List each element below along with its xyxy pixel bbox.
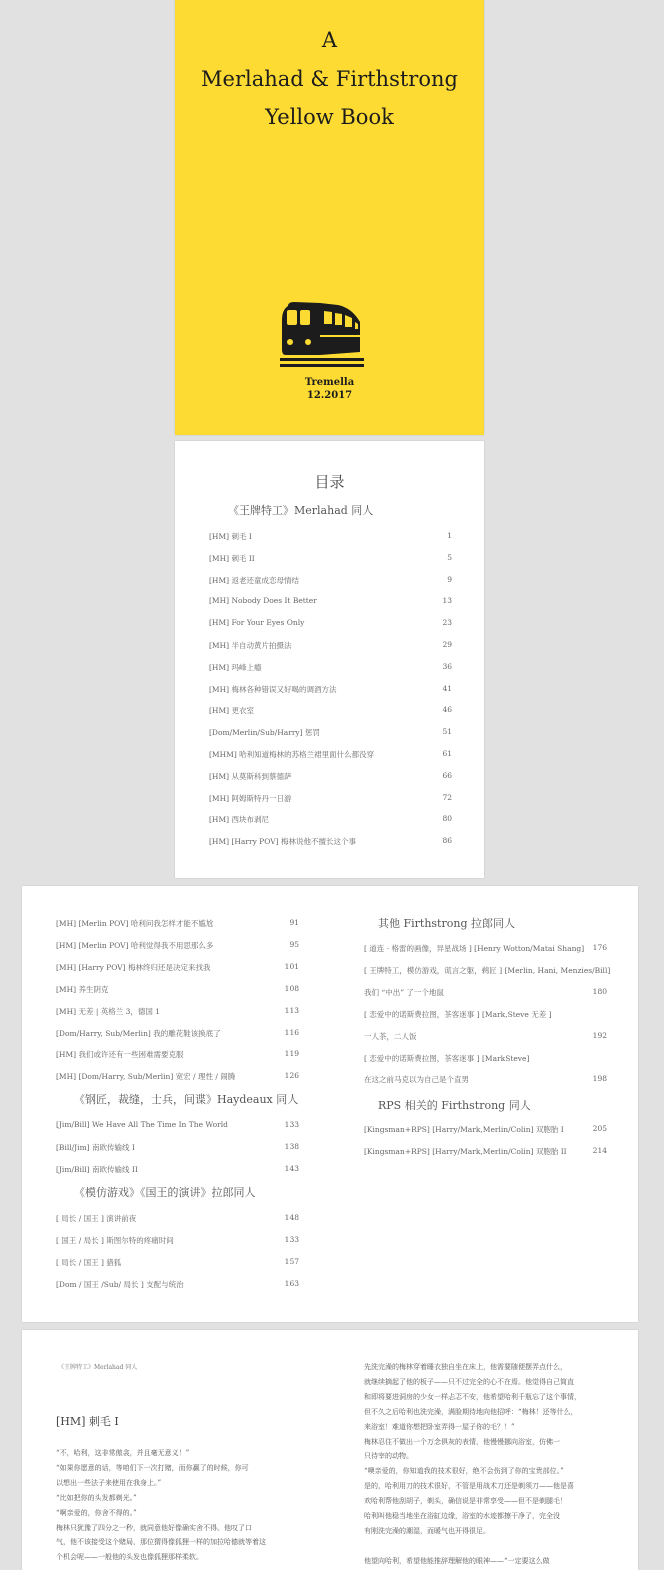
toc-entry-page-number: 143 (284, 1163, 299, 1173)
toc-entry[interactable] (56, 940, 299, 952)
toc-entry-title: [MH] 半自动黄片拍摄法 (209, 641, 292, 650)
toc-entry-title: [Dom/Merlin/Sub/Harry] 惩罚 (209, 728, 320, 738)
toc-entry[interactable] (56, 1164, 299, 1176)
toc-entry[interactable] (56, 1120, 299, 1132)
toc-entry-page-number: 66 (442, 770, 452, 780)
toc-entry[interactable] (364, 987, 607, 999)
text-line: 是的，哈利用刀的技术很好，不管是用战术刀还是剃须刀——他是喜 (364, 1482, 574, 1491)
toc-entry-title: 一人茶，二人饭 (364, 1031, 417, 1041)
toc-entry-title: [MH] 梅林各种错误又好喝的调酒方法 (209, 684, 337, 694)
toc-entry-title: [HM] 更衣室 (209, 706, 254, 716)
section-title: 其他 Firthstrong 拉郎同人 (378, 917, 515, 930)
toc-entry-page-number: 198 (592, 1074, 607, 1084)
text-line: 他望向哈利，希望他能推辞理解他的眼神——“一定要这么做 (364, 1556, 550, 1565)
toc-entry-title: [ 王牌特工，模仿游戏，谎言之躯，鹈匠 ] [Merlin, Hani, Menzies/Bill] (364, 965, 611, 975)
text-line: 梅林只犹豫了四分之一秒，就同意他好像确实舍不得。他叹了口 (56, 1523, 252, 1532)
toc-entry-page-number: 36 (442, 661, 452, 671)
toc-entry-page-number: 205 (592, 1124, 607, 1133)
text-line: 欢哈利帮他刮胡子，剃头，确信说是非常享受——但不是剃腿毛！ (364, 1497, 567, 1506)
toc-entry-title: [MH] Nobody Does It Better (209, 596, 317, 606)
toc-entry-title: [HM] For Your Eyes Only (209, 618, 305, 628)
toc-entry[interactable] (209, 836, 452, 848)
toc-entry-page-number: 214 (592, 1145, 607, 1155)
toc-entry-title: [ 国王 / 局长 ] 斯图尔特的疼痛时间 (56, 1235, 174, 1245)
toc-spread-page (22, 886, 638, 1322)
cover-date: 12.2017 (306, 390, 353, 401)
cover-author: Tremella (304, 377, 355, 388)
toc-entry[interactable] (209, 531, 452, 543)
toc-entry-page-number: 13 (442, 596, 452, 606)
toc-entry-page-number: 23 (442, 618, 452, 628)
toc-entry-page-number: 9 (447, 574, 452, 584)
toc-entry-title: [MH] 养生阴克 (56, 984, 109, 994)
toc-entry-page-number: 138 (284, 1141, 299, 1151)
toc-entry-page-number: 72 (442, 792, 452, 802)
toc-entry-page-number: 116 (284, 1027, 299, 1037)
toc-entry[interactable] (209, 705, 452, 717)
toc-entry[interactable] (209, 793, 452, 805)
toc-entry[interactable] (364, 943, 607, 955)
text-line: “不，哈利，这非常傲衾，并且毫无意义！” (56, 1449, 190, 1457)
toc-entry-title: [MH] 无差 | 英格兰 3，德国 1 (56, 1006, 161, 1016)
toc-heading: 目录 (314, 473, 345, 491)
toc-entry-title: [Dom/Harry, Sub/Merlin] 我的雕花鞋该换底了 (56, 1028, 221, 1038)
content-page (22, 1330, 638, 1570)
toc-entry-title: [ 恋爱中的诺斯费拉图，茶客迷事 ] [MarkSteve] (364, 1053, 530, 1063)
toc-entry-title: [HM] [Harry POV] 梅林说他不擅长这个事 (209, 837, 356, 847)
toc-entry[interactable] (56, 1235, 299, 1247)
toc-entry-title: [MH] 阿姆斯特丹一日游 (209, 793, 292, 803)
toc-entry-page-number: 108 (284, 983, 299, 993)
toc-entry-title: [ 局长 / 国王 ] 猎狐 (56, 1257, 122, 1267)
toc-entry[interactable] (56, 984, 299, 996)
toc-entry-page-number: 101 (284, 961, 299, 971)
toc-entry-page-number: 61 (442, 749, 452, 758)
text-line: 先洗完澡的梅林穿着睡衣独自坐在床上，他需要随便摆弄点什么， (364, 1363, 567, 1371)
toc-entry-title: [Jim/Bill] We Have All The Time In The World (56, 1120, 228, 1129)
toc-entry-title: [MHM] 哈利知道梅林的苏格兰裙里面什么都没穿 (209, 750, 375, 759)
toc-entry-title: [HM] 我们或许还有一些困难需要克服 (56, 1050, 184, 1060)
toc-entry-page-number: 176 (592, 943, 607, 952)
toc-entry[interactable] (56, 1257, 299, 1269)
section-title: 《钢匠，裁缝，士兵，间谍》Haydeaux 同人 (74, 1093, 299, 1106)
toc-entry-title: [Dom / 国王 /Sub/ 局长 ] 支配与统治 (56, 1279, 184, 1289)
toc-entry-title: [HM] 西块布剥尼 (209, 815, 269, 825)
toc-entry-page-number: 148 (284, 1213, 299, 1222)
cover-title-line-1: A (321, 28, 338, 52)
text-line: 有刚洗完澡的潮湿，而暖气也开得很足。 (364, 1526, 490, 1535)
section-title: 《模仿游戏》《国王的演讲》拉郎同人 (74, 1186, 256, 1199)
toc-entry-page-number: 86 (442, 836, 452, 846)
toc-entry[interactable] (209, 640, 452, 652)
toc-entry-title: [ 恋爱中的诺斯费拉图，茶客迷事 ] [Mark,Steve 无差 ] (364, 1009, 552, 1019)
toc-entry[interactable] (209, 575, 452, 587)
toc-entry-page-number: 91 (289, 918, 299, 927)
toc-entry-title: [Kingsman+RPS] [Harry/Mark,Merlin/Colin] 双胞胎 I (364, 1125, 564, 1134)
toc-entry-title: [MH] [Dom/Harry, Sub/Merlin] 宽宏 / 理性 / 闹腾 (56, 1072, 236, 1082)
toc-entry-title: [HM] [Merlin POV] 哈利觉得我不用思那么多 (56, 940, 214, 950)
toc-entry-page-number: 1 (447, 531, 452, 540)
toc-entry-title: [MH] [Harry POV] 梅林终归还是决定来找我 (56, 962, 211, 972)
text-line: 和即将要进洞房的少女一样忐忑不安，他希望哈利千瓶忘了这个事情， (364, 1392, 581, 1401)
toc-entry-page-number: 46 (442, 705, 452, 715)
text-line: 但不久之后哈利也洗完澡，满脸期待地向他招呼：“梅林！还等什么， (364, 1407, 578, 1416)
text-line: 梅林忍住不做出一个万念俱灰的表情，他慢慢挪向浴室，仿佛一 (364, 1437, 560, 1446)
toc-entry[interactable] (56, 1006, 299, 1018)
toc-entry[interactable] (209, 618, 452, 630)
text-line: 个机会呢——一般他的头发也像狐狸那样柔软。 (56, 1553, 203, 1562)
toc-entry[interactable] (364, 1074, 607, 1086)
text-line: “比如把你的头发都剃光。” (56, 1493, 137, 1502)
section-title: RPS 相关的 Firthstrong 同人 (378, 1099, 531, 1112)
toc-entry[interactable] (209, 596, 452, 608)
toc-entry-page-number: 95 (289, 939, 299, 949)
text-line: 只待宰的动物。 (364, 1452, 413, 1461)
running-head: 《王牌特工》Merlahad 同人 (58, 1364, 138, 1371)
toc-entry-page-number: 80 (442, 814, 452, 824)
toc-entry[interactable] (56, 1213, 299, 1225)
toc-entry-page-number: 126 (284, 1071, 299, 1081)
text-line: “如果你愿意的话，等咱们下一次打赌，而你赢了的时候，你可 (56, 1463, 249, 1472)
text-line: 就继续摘起了他的板子——只不过完全的心不在焉。他觉得自己简直 (364, 1377, 574, 1386)
toc-entry-page-number: 133 (284, 1234, 299, 1244)
toc-entry-page-number: 29 (442, 640, 452, 649)
toc-entry[interactable] (364, 1009, 607, 1021)
toc-entry-title: [Kingsman+RPS] [Harry/Mark,Merlin/Colin] 双胞胎 II (364, 1146, 567, 1156)
cover-title-line-2: Merlahad & Firthstrong (201, 67, 458, 91)
toc-entry-title: [HM] 从莫斯科到蔡德萨 (209, 771, 292, 781)
toc-entry-page-number: 51 (442, 727, 452, 737)
toc-entry[interactable] (56, 1071, 299, 1083)
toc-entry[interactable] (209, 727, 452, 739)
toc-entry-title: [HM] 刺毛 I (209, 532, 252, 541)
toc-entry-page-number: 5 (447, 552, 452, 562)
toc-page (175, 441, 484, 878)
toc-entry[interactable] (56, 1028, 299, 1040)
toc-entry[interactable] (56, 1142, 299, 1154)
toc-entry[interactable] (56, 1279, 299, 1291)
toc-entry-page-number: 119 (284, 1049, 299, 1059)
section-title: 《王牌特工》Merlahad 同人 (228, 504, 374, 517)
toc-entry-title: [HM] 返老还童成恋母情结 (209, 575, 299, 585)
toc-entry[interactable] (56, 962, 299, 974)
text-line: 来浴室！难道你想把卧室弄得一屋子你的毛？！” (364, 1422, 515, 1431)
toc-entry-title: [Jim/Bill] 南欧传输线 II (56, 1164, 138, 1174)
toc-entry[interactable] (56, 918, 299, 930)
toc-entry[interactable] (209, 814, 452, 826)
toc-entry[interactable] (209, 749, 452, 761)
toc-entry[interactable] (364, 965, 611, 977)
train-icon (280, 300, 364, 368)
toc-entry[interactable] (364, 1124, 607, 1136)
text-line: 气，他不该接受这个赌局，那位猬得像狐狸一样的加拉哈德就等着这 (56, 1538, 266, 1547)
toc-entry-page-number: 41 (442, 683, 452, 693)
toc-entry-title: [MH] [Merlin POV] 哈利问我怎样才能不尴尬 (56, 919, 214, 928)
toc-entry[interactable] (209, 684, 452, 696)
toc-entry[interactable] (364, 1053, 607, 1065)
toc-entry-page-number: 133 (284, 1120, 299, 1129)
cover-title-line-3: Yellow Book (265, 105, 394, 129)
toc-entry-title: [Bill/Jim] 南欧传输线 I (56, 1142, 135, 1152)
toc-entry[interactable] (209, 662, 452, 674)
toc-entry-title: [ 道连 · 格雷的画像，异星战场 ] [Henry Wotton/Matai Shang] (364, 944, 585, 953)
toc-entry-page-number: 157 (284, 1256, 299, 1266)
toc-entry[interactable] (209, 553, 452, 565)
text-line: 哈利叫他稳当地坐在浴缸边缘，浴室的水迹都擦干净了，完全没 (364, 1512, 560, 1520)
toc-entry-page-number: 113 (284, 1005, 299, 1015)
toc-entry-page-number: 163 (284, 1278, 299, 1288)
text-line: “啊亲爱的，你舍不得的。” (56, 1508, 137, 1517)
toc-entry-title: [HM] 玛峰上瘾 (209, 662, 262, 672)
toc-entry-page-number: 192 (592, 1030, 607, 1040)
toc-entry-title: 在这之前马克以为自己是个直男 (364, 1075, 469, 1085)
text-line: 以想出一些法子来使用在我身上。” (56, 1478, 162, 1487)
text-line: “噢亲爱的，你知道我的技术很好，绝不会伤到了你的宝贵部位。” (364, 1467, 564, 1476)
toc-entry[interactable] (209, 771, 452, 783)
toc-entry[interactable] (364, 1031, 607, 1043)
toc-entry[interactable] (56, 1049, 299, 1061)
chapter-title: [HM] 刺毛 I (56, 1415, 119, 1428)
toc-entry-title: [ 局长 / 国王 ] 演讲前夜 (56, 1214, 137, 1223)
toc-entry-title: [MH] 刺毛 II (209, 553, 255, 563)
book-cover-page (175, 0, 484, 435)
toc-entry-title: 我们 “中出” 了一个地鼠 (364, 987, 444, 997)
toc-entry-page-number: 180 (592, 986, 607, 996)
toc-entry[interactable] (364, 1146, 607, 1158)
